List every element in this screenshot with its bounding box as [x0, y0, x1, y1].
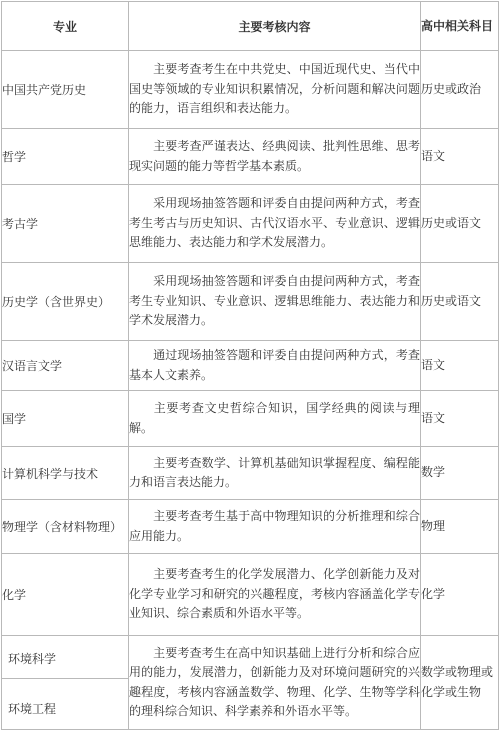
major-cell: 物理学（含材料物理）: [2, 500, 129, 554]
subject-cell: 数学: [421, 447, 499, 500]
table-header-row: [2, 2, 499, 51]
table-row: [2, 129, 499, 185]
content-cell: 主要考查考生在中共党史、中国近现代史、当代中国史等领域的专业知识积累情况，分析问题和解决问题的能力，语言组织和表达能力。: [129, 51, 421, 129]
table-row: [2, 51, 499, 129]
major-cell: 国学: [2, 391, 129, 447]
subject-cell: 历史或语文: [421, 263, 499, 341]
table-row: [2, 500, 499, 554]
major-cell: 计算机科学与技术: [2, 447, 129, 500]
subject-cell: 语文: [421, 391, 499, 447]
subject-cell: 历史或语文: [421, 185, 499, 263]
table-row: [2, 341, 499, 391]
major-cell: 汉语言文学: [2, 341, 129, 391]
content-cell: 采用现场抽签答题和评委自由提问两种方式，考查考生考古与历史知识、古代汉语水平、专业意识、逻辑思维能力、表达能力和学术发展潜力。: [129, 185, 421, 263]
content-cell: 通过现场抽签答题和评委自由提问两种方式，考查基本人文素养。: [129, 341, 421, 391]
content-cell: 主要考查数学、计算机基础知识掌握程度、编程能力和语言表达能力。: [129, 447, 421, 500]
content-cell: 主要考查严谨表达、经典阅读、批判性思维、思考现实问题的能力等哲学基本素质。: [129, 129, 421, 185]
major-cell: 历史学（含世界史）: [2, 263, 129, 341]
table-row: [2, 636, 499, 730]
major-cell: 化学: [2, 554, 129, 636]
content-cell: 主要考查文史哲综合知识，国学经典的阅读与理解。: [129, 391, 421, 447]
subject-cell: 语文: [421, 129, 499, 185]
header-major: 专业: [2, 2, 129, 51]
content-cell: 采用现场抽签答题和评委自由提问两种方式，考查考生专业知识、专业意识、逻辑思维能力、表达能力和学术发展潜力。: [129, 263, 421, 341]
major-cell: 环境工程: [8, 702, 57, 716]
subject-cell: 化学: [421, 554, 499, 636]
major-cell: 哲学: [2, 129, 129, 185]
cell-divider: [2, 678, 128, 679]
exam-content-table: [1, 1, 499, 730]
table-row: [2, 263, 499, 341]
subject-cell: 历史或政治: [421, 51, 499, 129]
content-cell: 主要考查考生在高中知识基础上进行分析和综合应用的能力，发展潜力，创新能力及对环境问题研究的兴趣程度，考核内容涵盖数学、物理、化学、生物等学科的理科综合知识、科学素养和外语水平等。: [129, 636, 421, 730]
header-subject: 高中相关科目: [421, 2, 499, 51]
subject-cell: 物理: [421, 500, 499, 554]
table-row: [2, 554, 499, 636]
header-content: 主要考核内容: [129, 2, 421, 51]
major-cell: 中国共产党历史: [2, 51, 129, 129]
table-row: [2, 391, 499, 447]
major-cell: 环境科学: [8, 652, 57, 666]
subject-cell: 语文: [421, 341, 499, 391]
table-row: [2, 447, 499, 500]
content-cell: 主要考查考生的化学发展潜力、化学创新能力及对化学专业学习和研究的兴趣程度，考核内容涵盖化学专业知识、综合素质和外语水平等。: [129, 554, 421, 636]
table-row: [2, 185, 499, 263]
major-cell: 考古学: [2, 185, 129, 263]
major-cell-split: [2, 636, 129, 730]
subject-cell: 数学或物理或化学或生物: [421, 636, 499, 730]
content-cell: 主要考查考生基于高中物理知识的分析推理和综合应用能力。: [129, 500, 421, 554]
